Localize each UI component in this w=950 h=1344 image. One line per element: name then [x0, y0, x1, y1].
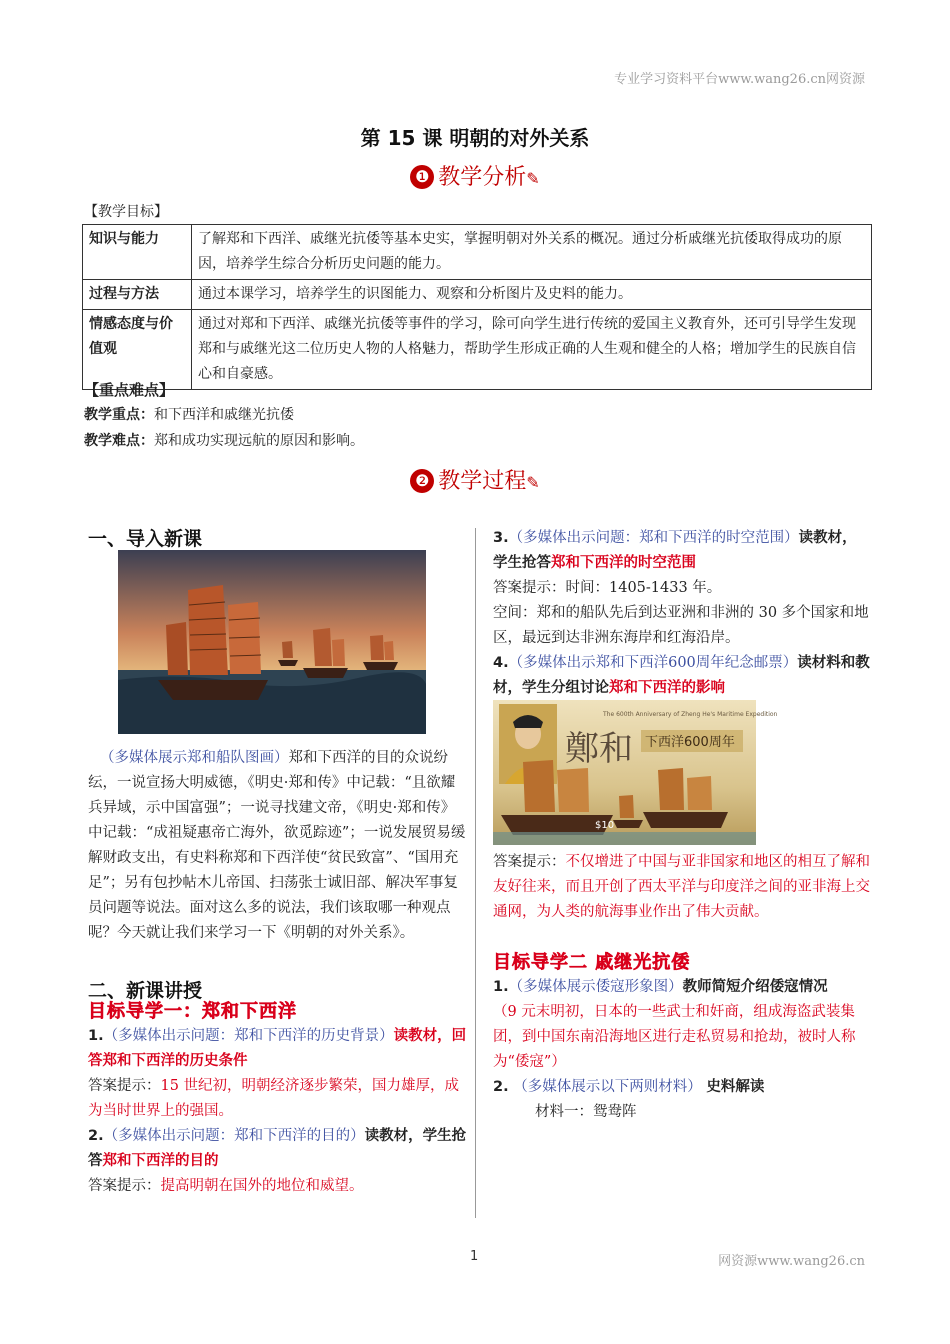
section-teaching-process	[0, 464, 950, 495]
q5-task: 教师简短介绍倭寇情况	[682, 979, 828, 995]
q3-media-note: （多媒体出示问题：郑和下西洋的时空范围）	[508, 530, 799, 546]
question-1	[88, 1024, 468, 1199]
q6-media-note: （多媒体展示以下两则材料）	[513, 1079, 702, 1095]
q5-explanation: （9 元末明初，日本的一些武士和奸商，组成海盗武装集团，到中国东南沿海地区进行走私贸易和抢劫，被时人称为“倭寇”）	[493, 1004, 856, 1070]
goal-banner-1: 目标导学一：郑和下西洋	[88, 1001, 297, 1022]
goal-value: 了解郑和下西洋、戚继光抗倭等基本史实，掌握明朝对外关系的概况。通过分析戚继光抗倭取得成功的原因，培养学生综合分析历史问题的能力。	[192, 225, 872, 280]
a4-text: 不仅增进了中国与亚非国家和地区的相互了解和友好往来，而且开创了西太平洋与印度洋之间的亚非海上交通网，为人类的航海事业作出了伟大贡献。	[493, 854, 870, 920]
pen-icon: ✎	[526, 473, 540, 492]
q3-task: 读教材，学生抢答	[493, 530, 857, 571]
keypoints-block	[84, 378, 874, 454]
goal-value: 通过对郑和下西洋、戚继光抗倭等事件的学习，除可向学生进行传统的爱国主义教育外，还可引导学生发现郑和与戚继光这二位历史人物的人格魅力，帮助学生形成正确的人生观和健全的人格；增加学生的民族自信心和自豪感。	[192, 310, 872, 390]
q5-number: 1.	[493, 979, 509, 995]
a1-label: 答案提示：	[88, 1078, 161, 1094]
column-divider	[475, 528, 476, 1218]
goals-heading: 【教学目标】	[84, 204, 168, 220]
difficulty-text: 郑和成功实现远航的原因和影响。	[154, 433, 364, 449]
q1-number: 1.	[88, 1028, 104, 1044]
q6-task: 史料解读	[706, 1079, 765, 1095]
a4-label: 答案提示：	[493, 854, 566, 870]
q1-media-note: （多媒体出示问题：郑和下西洋的历史背景）	[103, 1028, 394, 1044]
stamp-title-en: The 600th Anniversary of Zheng He's Maritime Expedition	[603, 711, 778, 718]
goal-banner-2: 目标导学二 戚继光抗倭	[493, 952, 691, 973]
a3-space: 空间：郑和的船队先后到达亚洲和非洲的 30 多个国家和地区，最远到达非洲东海岸和红海沿岸。	[493, 605, 869, 646]
q2-media-note: （多媒体出示问题：郑和下西洋的目的）	[103, 1128, 365, 1144]
goal-value: 通过本课学习，培养学生的识图能力、观察和分析图片及史料的能力。	[192, 280, 872, 310]
stamp-value: $10	[595, 820, 615, 831]
section-number-2: ❷	[410, 469, 434, 493]
intro-text: 郑和下西洋的目的众说纷纭，一说宣扬大明威德，《明史·郑和传》中记载：“且欲耀兵异域，示中国富强”；一说寻找建文帝，《明史·郑和传》中记载：“成祖疑惠帝亡海外，欲觅踪迹”；一说发展贸易缓解财政支出，有史料称郑和下西洋使“贫民致富”、“国用充足”；另有包抄帖木儿帝国、扫荡张士诚旧部、解决军事复员问题等说法。面对这么多的说法，我们该取哪一种观点呢？今天就让我们来学习一下《明朝的对外关系》。	[88, 750, 466, 941]
a1-text: 15 世纪初，明朝经济逐步繁荣，国力雄厚，成为当时世界上的强国。	[88, 1078, 460, 1119]
q5-media-note: （多媒体展示倭寇形象图）	[508, 979, 683, 995]
material-1: 材料一：鸳鸯阵	[535, 1104, 637, 1120]
q6-number: 2.	[493, 1079, 509, 1095]
goal-key: 过程与方法	[83, 280, 192, 310]
section-label: 教学过程	[438, 469, 527, 494]
lesson-title: 第 15 课 明朝的对外关系	[360, 126, 590, 150]
intro-media-note: （多媒体展示郑和船队图画）	[100, 750, 289, 766]
section-teaching-analysis	[0, 160, 950, 191]
question-3	[493, 526, 871, 701]
stamp-big-text: 鄭和	[565, 729, 633, 769]
new-lesson-heading: 二、新课讲授	[88, 980, 203, 1002]
intro-heading: 一、导入新课	[88, 528, 203, 550]
q2-topic: 郑和下西洋的目的	[102, 1153, 219, 1169]
focus-label: 教学重点：	[84, 407, 154, 423]
pen-icon: ✎	[526, 169, 540, 188]
commemorative-stamp	[493, 700, 778, 845]
focus-text: 和下西洋和戚继光抗倭	[154, 407, 294, 423]
a2-text: 提高明朝在国外的地位和威望。	[160, 1178, 364, 1194]
q1-task: 读教材，回答郑和下西洋的历史条件	[88, 1028, 467, 1069]
intro-paragraph	[88, 746, 468, 946]
answer-4	[493, 850, 871, 925]
header-site: 专业学习资料平台www.wang26.cn网资源	[614, 72, 865, 87]
q4-number: 4.	[493, 655, 509, 671]
section-number-1: ❶	[410, 165, 434, 189]
goal-key: 情感态度与价值观	[83, 310, 192, 390]
table-row	[83, 225, 872, 280]
q2-task: 读教材，学生抢答	[88, 1128, 467, 1169]
stamp-title-cn: 下西洋600周年	[645, 735, 735, 750]
q4-topic: 郑和下西洋的影响	[609, 680, 725, 696]
question-5	[493, 975, 871, 1125]
difficulty-label: 教学难点：	[84, 433, 154, 449]
a2-label: 答案提示：	[88, 1178, 161, 1194]
a3-time: 答案提示：时间：1405-1433 年。	[493, 580, 722, 596]
footer-site: 网资源www.wang26.cn	[718, 1254, 865, 1269]
keypoints-heading: 【重点难点】	[84, 381, 175, 399]
q2-number: 2.	[88, 1128, 104, 1144]
q4-media-note: （多媒体出示郑和下西洋600周年纪念邮票）	[508, 655, 798, 671]
goals-table	[82, 224, 872, 390]
q3-number: 3.	[493, 530, 509, 546]
q4-task: 读材料和教材，学生分组讨论	[493, 655, 870, 696]
section-label: 教学分析	[438, 165, 527, 190]
q3-topic: 郑和下西洋的时空范围	[551, 555, 696, 571]
table-row	[83, 280, 872, 310]
page-number: 1	[470, 1249, 479, 1264]
goal-key: 知识与能力	[83, 225, 192, 280]
fleet-painting	[118, 550, 426, 734]
